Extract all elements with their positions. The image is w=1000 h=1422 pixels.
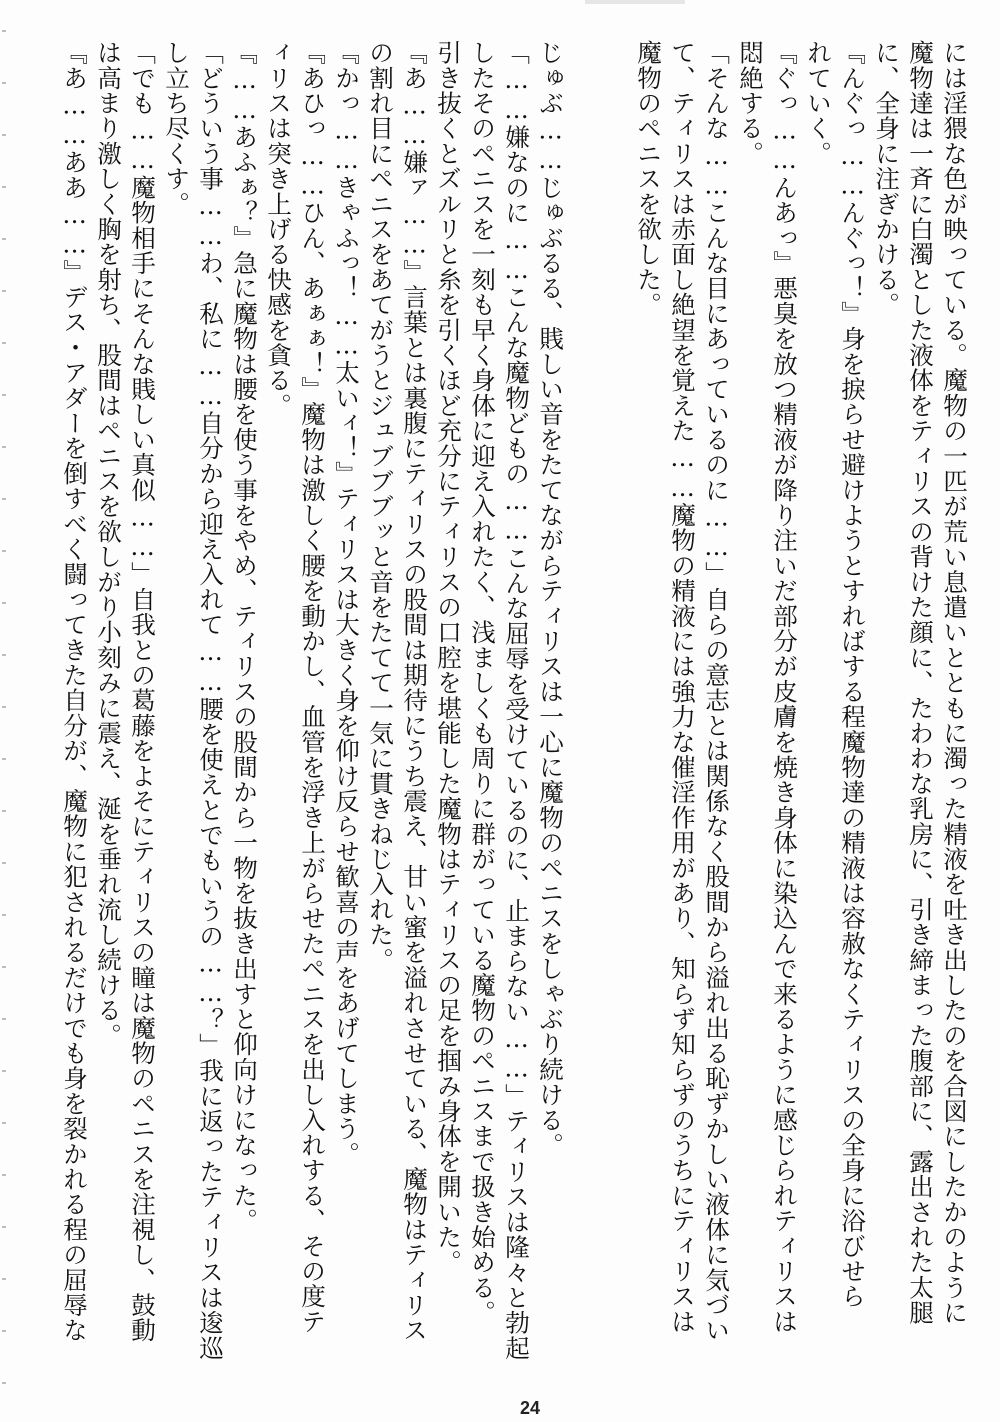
text-column-24: は高まり激しく胸を射ち、股間はペニスを欲しがり小刻みに震え、涎を垂れ流し続ける。: [94, 40, 123, 1048]
text-column-7: 悶絶する。: [736, 40, 765, 166]
text-column-2: 魔物達は一斉に白濁とした液体をティリスの背けた顔に、たわわな乳房に、引き締まった腹部に、露出された太腿: [906, 40, 935, 1326]
text-column-18: 『あひっ……ひん、あぁぁ！』魔物は激しく腰を動かし、血管を浮き上がらせたペニスを出し入れする、その度テ: [298, 40, 327, 1334]
text-column-4: 『んぐっ……んぐっ！』身を捩らせ避けようとすればする程魔物達の精液は容赦なくティリスの全身に浴びせら: [838, 40, 867, 1309]
text-column-1: には淫猥な色が映っている。魔物の一匹が荒い息遣いとともに濁った精液を吐き出したのを合図にしたかのように: [940, 40, 969, 1326]
text-column-19: ィリスは突き上げる快感を貪る。: [264, 40, 293, 418]
text-column-10: 魔物のペニスを欲した。: [634, 40, 663, 318]
page-number: 24: [519, 1398, 541, 1418]
text-column-8: 「そんな……こんな目にあっているのに……」自らの意志とは関係なく股間から溢れ出る恥ずかしい液体に気づい: [702, 40, 731, 1343]
text-column-9: て、ティリスは赤面し絶望を覚えた……魔物の精液には強力な催淫作用があり、知らず知らずのうちにティリスは: [668, 40, 697, 1334]
text-column-22: し立ち尽くす。: [162, 40, 191, 217]
text-column-12: 「……嫌なのに……こんな魔物どもの……こんな屈辱を受けているのに、止まらない……」ティリスは隆々と勃起: [502, 40, 531, 1361]
text-column-23: 「でも……魔物相手にそんな賎しい真似……」自我との葛藤をよそにティリスの瞳は魔物のペニスを注視し、鼓動: [128, 40, 157, 1343]
text-column-17: 『かっ……きゃふっ！……太いィ！』ティリスは大きく身を仰け反らせ歓喜の声をあげてしまう。: [332, 40, 361, 1167]
text-column-16: の割れ目にペニスをあてがうとジュブブブッと音をたてて一気に貫きねじ入れた。: [366, 40, 395, 973]
text-column-3: に、全身に注ぎかける。: [872, 40, 901, 318]
text-column-11: じゅぶ……じゅぶるる、賎しい音をたてながらティリスは一心に魔物のペニスをしゃぶり続ける。: [536, 40, 565, 1158]
text-column-13: したそのペニスを一刻も早く身体に迎え入れたく、浅ましくも周りに群がっている魔物のペニスまで扱き始める。: [468, 40, 497, 1326]
text-column-25: 『あ……ああ……』デス・アダーを倒すべく闘ってきた自分が、魔物に犯されるだけでも身を裂かれる程の屈辱な: [60, 40, 89, 1343]
text-column-14: 引き抜くとズルリと糸を引くほど充分にティリスの口腔を堪能した魔物はティリスの足を掴み身体を開いた。: [434, 40, 463, 1275]
text-column-6: 『ぐっ……んあっ』悪臭を放つ精液が降り注いだ部分が皮膚を焼き身体に染込んで来るように感じられティリスは: [770, 40, 799, 1334]
text-column-21: 「どういう事……わ、私に……自分から迎え入れて……腰を使えとでもいうの……？」我に返ったティリスは逡巡: [196, 40, 225, 1361]
text-column-20: 『……あふぁ？』急に魔物は腰を使う事をやめ、ティリスの股間から一物を抜き出すと仰向けになった。: [230, 40, 259, 1234]
text-column-15: 『あ……嫌ァ……』言葉とは裏腹にティリスの股間は期待にうち震え、甘い蜜を溢れさせている、魔物はティリス: [400, 40, 429, 1343]
text-column-5: れていく。: [804, 40, 833, 166]
